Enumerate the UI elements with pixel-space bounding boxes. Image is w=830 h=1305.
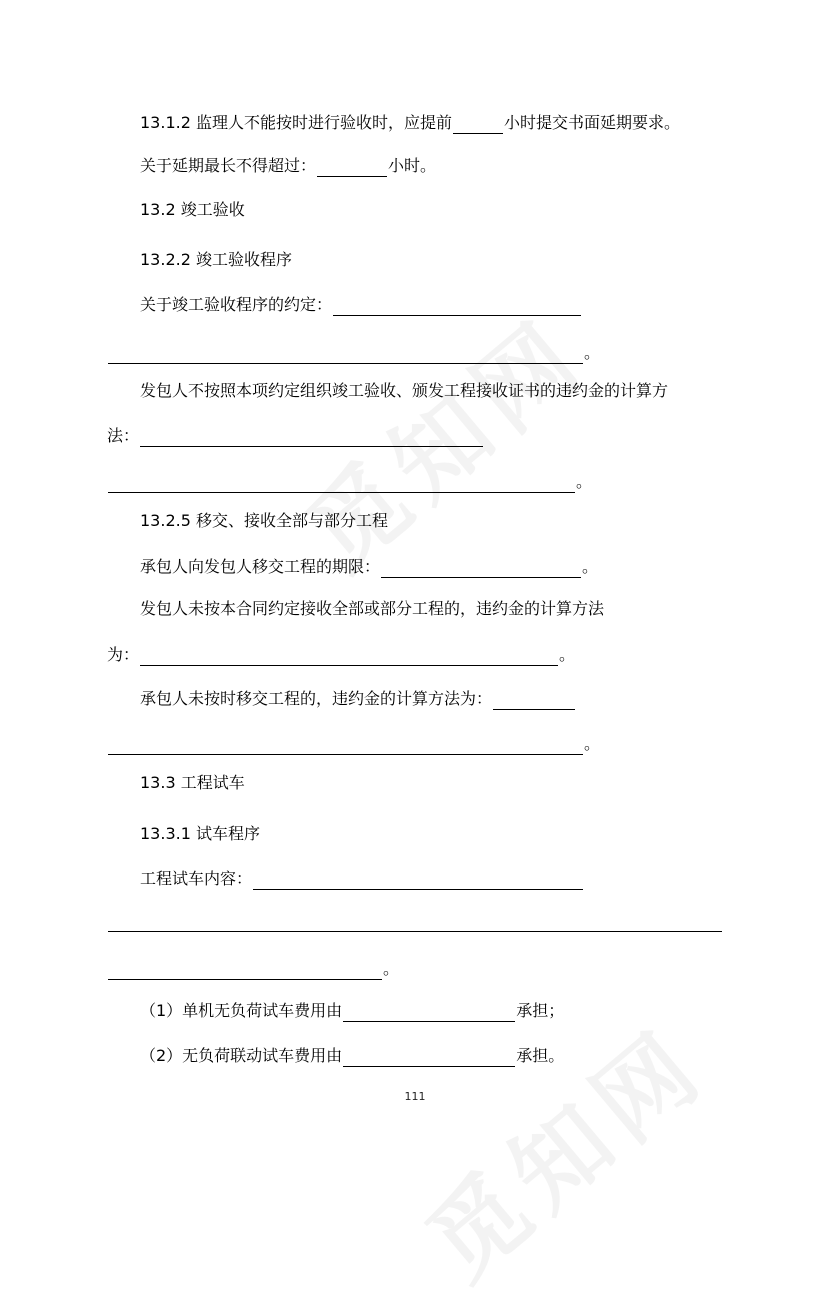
- text: 。: [582, 557, 599, 576]
- text: 。: [584, 734, 601, 753]
- text: 承担。: [516, 1046, 565, 1065]
- text: 关于竣工验收程序的约定：: [140, 295, 333, 314]
- extension-limit-line: [140, 155, 436, 177]
- text: 。: [576, 472, 593, 491]
- text: 关于延期最长不得超过：: [140, 156, 317, 175]
- fill-blank[interactable]: [108, 962, 382, 980]
- text: 法：: [107, 426, 140, 445]
- text: 小时提交书面延期要求。: [503, 113, 680, 132]
- text: 13.3.1 试车程序: [140, 824, 260, 843]
- text: 承担；: [516, 1001, 565, 1020]
- continuation-line: [107, 471, 592, 493]
- text: 发包人不按照本项约定组织竣工验收、颁发工程接收证书的违约金的计算方: [140, 381, 669, 400]
- text: 承包人未按时移交工程的，违约金的计算方法为：: [140, 689, 493, 708]
- section-heading: [140, 510, 388, 532]
- continuation-line: [107, 342, 600, 364]
- continuation-line: [107, 958, 399, 980]
- text: 13.3 工程试车: [140, 773, 245, 792]
- text: 13.1.2 监理人不能按时进行验收时，应提前: [140, 113, 452, 132]
- section-heading: [140, 199, 245, 221]
- fill-blank[interactable]: [140, 429, 483, 447]
- text: 小时。: [388, 156, 437, 175]
- fill-blank[interactable]: [253, 872, 583, 890]
- fill-blank[interactable]: [493, 692, 575, 710]
- text: 13.2.2 竣工验收程序: [140, 250, 292, 269]
- text: 13.2.5 移交、接收全部与部分工程: [140, 511, 388, 530]
- paragraph-line: [140, 380, 668, 402]
- fill-blank[interactable]: [381, 560, 581, 578]
- text: 。: [559, 645, 576, 664]
- paragraph-line: [140, 598, 604, 620]
- section-heading: [140, 823, 260, 845]
- acceptance-agreement-line: [140, 294, 582, 316]
- linkage-test-line: [140, 1045, 564, 1067]
- section-heading: [140, 249, 292, 271]
- text: 为：: [107, 645, 140, 664]
- text: 。: [383, 959, 400, 978]
- paragraph-line: [140, 688, 576, 710]
- continuation-line: [107, 914, 723, 932]
- text: 工程试车内容：: [140, 869, 253, 888]
- fill-blank[interactable]: [343, 1004, 515, 1022]
- text: 承包人向发包人移交工程的期限：: [140, 557, 381, 576]
- fill-blank[interactable]: [108, 914, 722, 932]
- fill-blank[interactable]: [108, 346, 583, 364]
- text: 。: [584, 343, 601, 362]
- fill-blank[interactable]: [333, 298, 581, 316]
- handover-deadline-line: [140, 556, 598, 578]
- fill-blank[interactable]: [453, 116, 503, 134]
- fill-blank[interactable]: [140, 648, 558, 666]
- test-content-line: [140, 868, 584, 890]
- fill-blank[interactable]: [108, 475, 575, 493]
- method-line: [107, 644, 575, 666]
- fill-blank[interactable]: [108, 737, 583, 755]
- fill-blank[interactable]: [343, 1049, 515, 1067]
- text: （1）单机无负荷试车费用由: [140, 1001, 343, 1020]
- text: 13.2 竣工验收: [140, 200, 245, 219]
- text: 发包人未按本合同约定接收全部或部分工程的，违约金的计算方法: [140, 599, 605, 618]
- method-line: [107, 425, 484, 447]
- fill-blank[interactable]: [317, 159, 387, 177]
- text: （2）无负荷联动试车费用由: [140, 1046, 343, 1065]
- continuation-line: [107, 733, 600, 755]
- single-machine-test-line: [140, 1000, 564, 1022]
- page-number: 111: [404, 1090, 426, 1103]
- clause-13-1-2-line: [140, 112, 680, 134]
- section-heading: [140, 772, 245, 794]
- watermark: [394, 992, 730, 1305]
